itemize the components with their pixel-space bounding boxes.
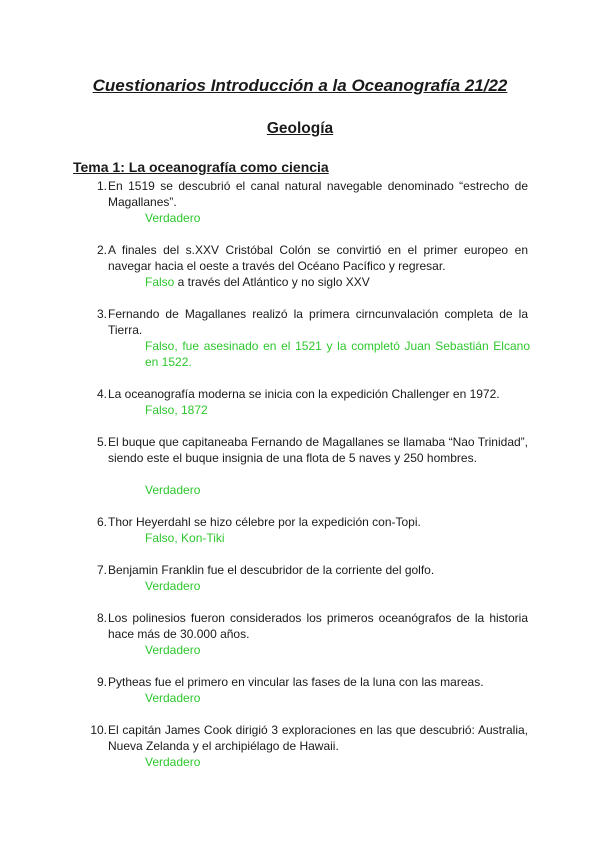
document-title: Cuestionarios Introducción a la Oceanografía 21/22	[92, 76, 508, 95]
question-number: 6.	[96, 515, 107, 529]
question-text: En 1519 se descubrió el canal natural navegable denominado “estrecho de Magallanes”.	[108, 179, 528, 209]
question-text: Pytheas fue el primero en vincular las fases de la luna con las mareas.	[108, 675, 484, 689]
question-answer: Verdadero	[145, 483, 201, 497]
question-number: 5.	[96, 435, 107, 449]
question-text: La oceanografía moderna se inicia con la expedición Challenger en 1972.	[108, 387, 500, 401]
question-answer	[145, 274, 530, 290]
question-text: Thor Heyerdahl se hizo célebre por la expedición con-Topi.	[108, 515, 421, 529]
topic-title: Tema 1: La oceanografía como ciencia	[73, 159, 329, 175]
question-text: Los polinesios fueron considerados los primeros oceanógrafos de la historia hace más de 30.000 años.	[108, 611, 528, 641]
question-answer: Falso, Kon-Tiki	[145, 531, 225, 545]
question-answer: Falso, 1872	[145, 403, 208, 417]
question-text: El capitán James Cook dirigió 3 exploraciones en las que descubrió: Australia, Nueva Zelanda y el archipiélago de Hawaii.	[108, 723, 528, 753]
question-number: 2.	[96, 243, 107, 257]
question-text: Benjamin Franklin fue el descubridor de la corriente del golfo.	[108, 563, 435, 577]
question-number: 9.	[96, 675, 107, 689]
question-text: Fernando de Magallanes realizó la primera cirncunvalación completa de la Tierra.	[108, 307, 528, 337]
question-number: 7.	[96, 563, 107, 577]
question-number: 10.	[90, 723, 107, 737]
question-number: 8.	[96, 611, 107, 625]
answer-explanation: a través del Atlántico y no siglo XXV	[174, 275, 370, 289]
answer-verdict: Falso	[145, 275, 175, 289]
section-title: Geología	[266, 120, 334, 137]
question-text: El buque que capitaneaba Fernando de Magallanes se llamaba “Nao Trinidad”, siendo este el buque insignia de una flota de 5 naves y 250 hombres.	[108, 435, 528, 465]
question-answer: Verdadero	[145, 579, 201, 593]
question-number: 1.	[96, 179, 107, 193]
question-answer: Verdadero	[145, 643, 201, 657]
question-answer: Verdadero	[145, 691, 201, 705]
question-number: 3.	[96, 307, 107, 321]
question-answer: Falso, fue asesinado en el 1521 y la completó Juan Sebastián Elcano en 1522.	[145, 339, 530, 369]
question-number: 4.	[96, 387, 107, 401]
question-answer: Verdadero	[145, 755, 201, 769]
question-text: A finales del s.XXV Cristóbal Colón se convirtió en el primer europeo en navegar hacia el oeste a través del Océano Pacífico y regresar.	[108, 243, 528, 273]
question-answer: Verdadero	[145, 211, 201, 225]
